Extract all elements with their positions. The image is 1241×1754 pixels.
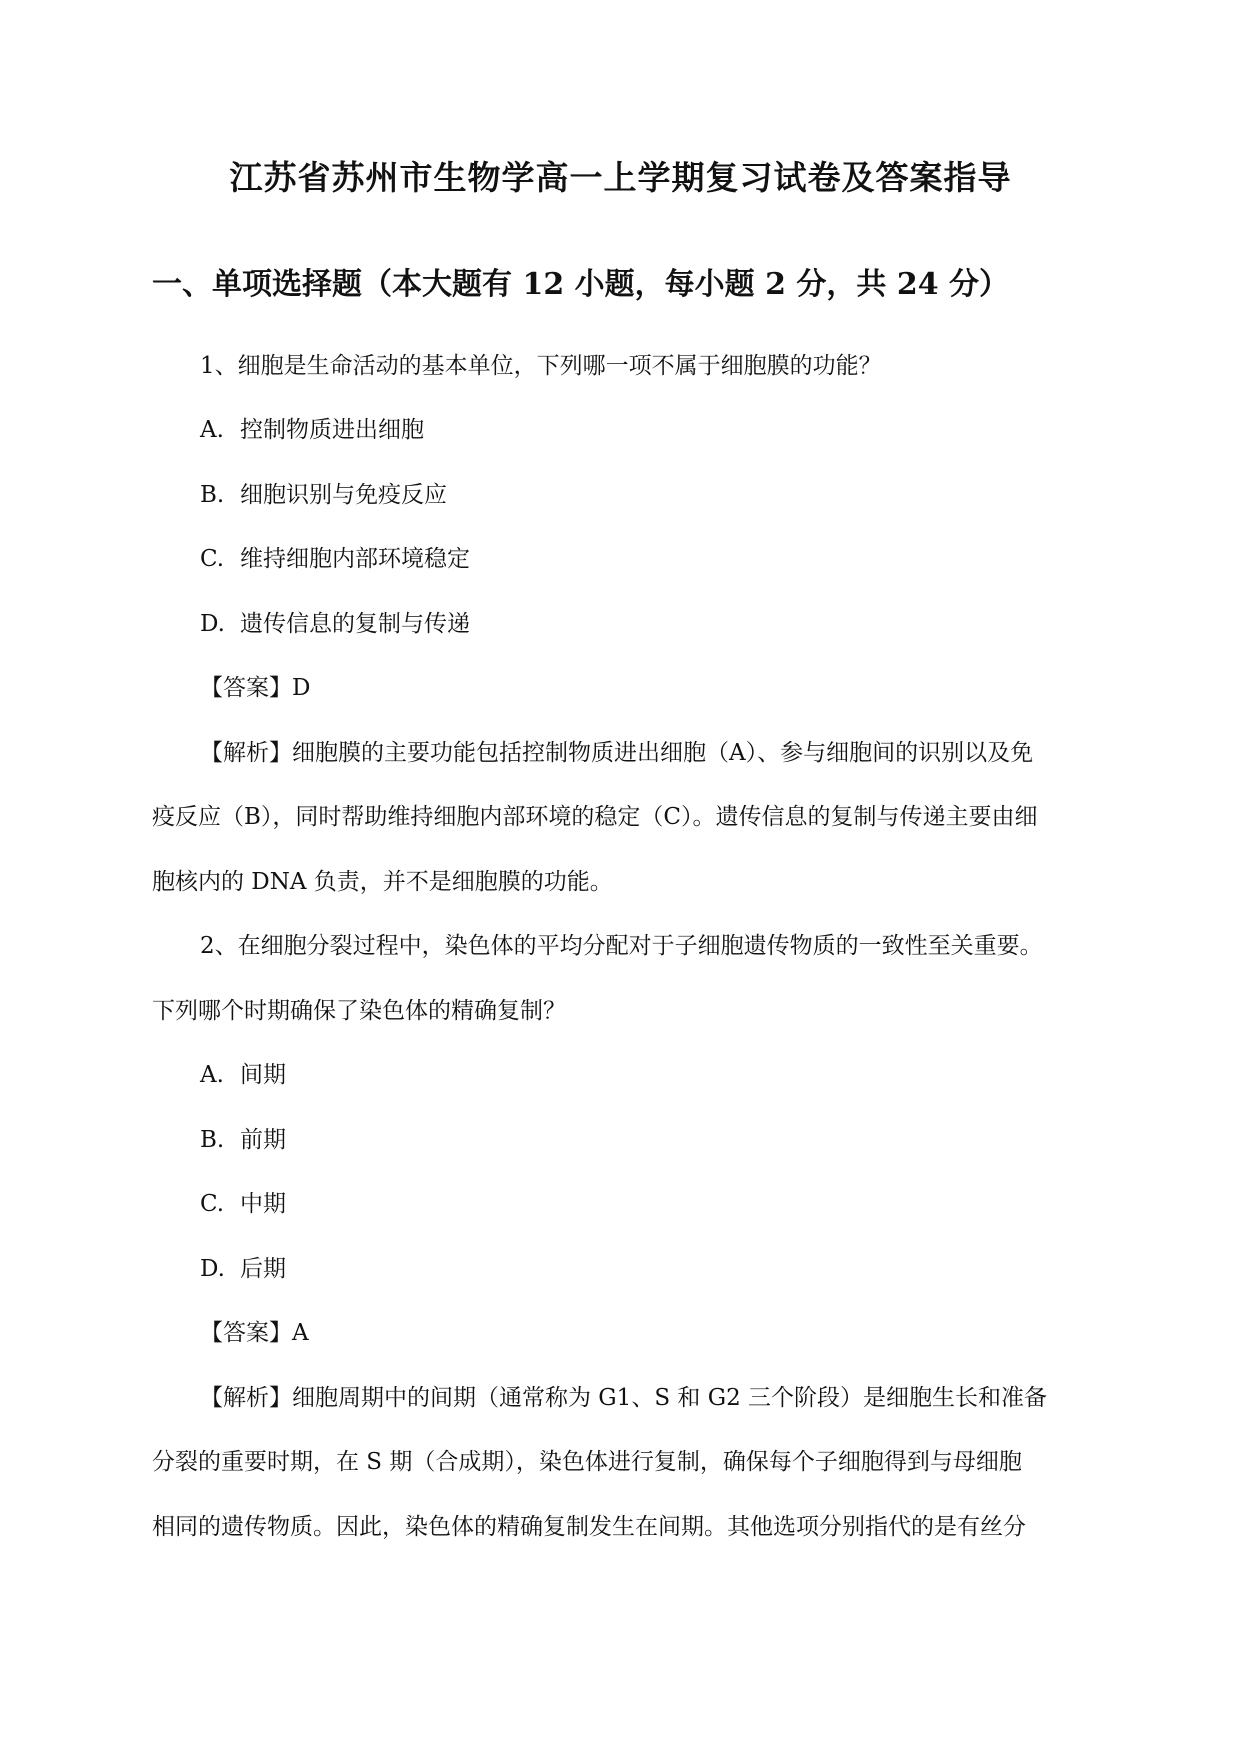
question-1-analysis-line-2: 疫反应（B），同时帮助维持细胞内部环境的稳定（C）。遗传信息的复制与传递主要由细 (152, 804, 1038, 830)
option-letter: B. (200, 482, 225, 508)
question-2-option-c (200, 1186, 286, 1222)
option-text: 间期 (240, 1062, 286, 1088)
question-1-option-c (200, 541, 470, 577)
question-1-stem: 1、细胞是生命活动的基本单位，下列哪一项不属于细胞膜的功能？ (200, 353, 882, 379)
option-text: 控制物质进出细胞 (240, 417, 424, 443)
option-letter: D. (200, 611, 225, 637)
option-letter: C. (200, 1191, 225, 1217)
analysis-label: 【解析】 (200, 740, 292, 766)
question-2-analysis-line-1 (200, 1380, 1047, 1416)
option-text: 遗传信息的复制与传递 (240, 611, 470, 637)
document-title: 江苏省苏州市生物学高一上学期复习试卷及答案指导 (229, 158, 1012, 197)
question-2-option-a (200, 1057, 286, 1093)
option-text: 细胞识别与免疫反应 (240, 482, 447, 508)
analysis-label: 【解析】 (200, 1385, 292, 1411)
option-letter: B. (200, 1127, 225, 1153)
option-letter: C. (200, 546, 225, 572)
answer-label: 【答案】 (200, 1320, 292, 1346)
option-text: 中期 (240, 1191, 286, 1217)
option-letter: D. (200, 1256, 225, 1282)
section-heading: 一、单项选择题（本大题有 12 小题，每小题 2 分，共 24 分） (152, 267, 1010, 302)
question-2-analysis-line-2: 分裂的重要时期，在 S 期（合成期），染色体进行复制，确保每个子细胞得到与母细胞 (152, 1449, 1022, 1475)
option-letter: A. (200, 1062, 224, 1088)
question-2-analysis-line-3: 相同的遗传物质。因此，染色体的精确复制发生在间期。其他选项分别指代的是有丝分 (152, 1514, 1026, 1540)
question-1-answer (200, 670, 310, 706)
option-text: 后期 (240, 1256, 286, 1282)
question-1-analysis-line-1 (200, 735, 1033, 771)
question-1-option-d (200, 606, 470, 642)
question-1-option-a (200, 412, 424, 448)
option-letter: A. (200, 417, 224, 443)
question-2-answer (200, 1315, 309, 1351)
option-text: 前期 (240, 1127, 286, 1153)
analysis-text: 细胞膜的主要功能包括控制物质进出细胞（A）、参与细胞间的识别以及免 (292, 740, 1034, 766)
question-1-option-b (200, 477, 447, 513)
answer-label: 【答案】 (200, 675, 292, 701)
question-2-option-b (200, 1122, 286, 1158)
answer-value: D (292, 675, 311, 701)
answer-value: A (292, 1320, 309, 1346)
analysis-text: 细胞周期中的间期（通常称为 G1、S 和 G2 三个阶段）是细胞生长和准备 (292, 1385, 1048, 1411)
question-1-analysis-line-3: 胞核内的 DNA 负责，并不是细胞膜的功能。 (152, 869, 613, 895)
question-2-stem-line-1: 2、在细胞分裂过程中，染色体的平均分配对于子细胞遗传物质的一致性至关重要。 (200, 933, 1043, 959)
option-text: 维持细胞内部环境稳定 (240, 546, 470, 572)
question-2-option-d (200, 1251, 286, 1287)
question-2-stem-line-2: 下列哪个时期确保了染色体的精确复制？ (152, 998, 566, 1024)
